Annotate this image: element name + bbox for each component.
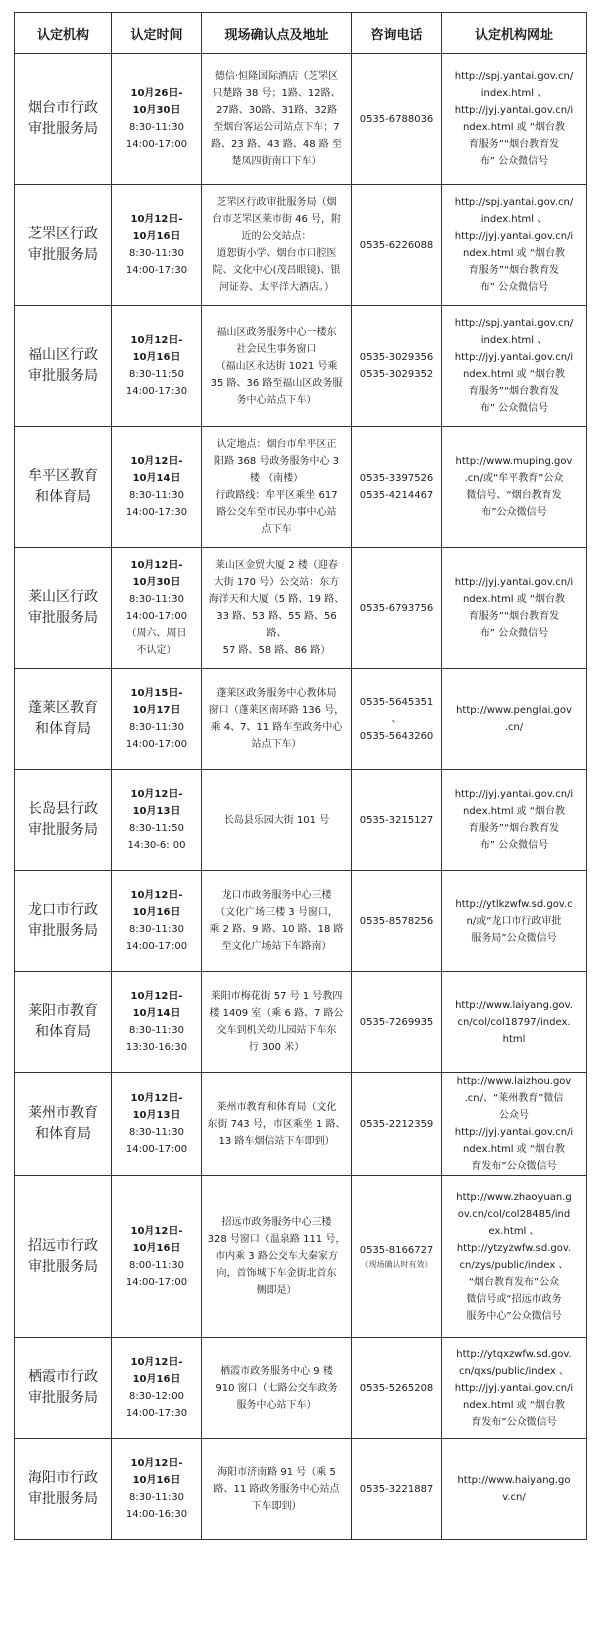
date-range-line: 10月17日: [132, 705, 181, 716]
address-line: 行政路线：牟平区乘坐 617: [215, 490, 338, 501]
org-cell: [15, 1439, 112, 1540]
website-line: http://ytqxzwfw.sd.gov.: [456, 1348, 572, 1360]
website-line: 微信号、“烟台教育发: [466, 490, 562, 501]
office-hours-line: 8:30-11:30: [129, 924, 184, 935]
org-cell: [15, 427, 112, 548]
address-line: （文化广场三楼 3 号窗口，: [215, 907, 338, 918]
time-note-line: 不认定）: [136, 645, 177, 656]
phone-cell: [352, 770, 442, 871]
phone-cell: [352, 669, 442, 770]
website-line: http://spj.yantai.gov.cn/: [454, 71, 574, 82]
address-cell: [202, 871, 352, 972]
org-name-line: 和体育局: [35, 1024, 91, 1040]
time-cell: [112, 1338, 202, 1439]
website-line: http://www.laizhou.gov: [456, 1076, 572, 1087]
address-line: 德信·恒隆国际酒店（芝罘区: [214, 71, 339, 82]
address-cell: [202, 1338, 352, 1439]
website-line: ndex.html 或 “烟台教: [462, 248, 566, 259]
address-line: 海洋天和大厦（5 路、19 路、: [208, 594, 345, 605]
org-name-line: 审批服务局: [28, 368, 98, 384]
address-line: 河证券、太平洋大酒店。）: [219, 282, 334, 293]
date-range-line: 10月16日: [132, 1475, 181, 1486]
date-range-line: 10月12日-: [130, 456, 183, 467]
address-line: 13 路车烟信站下车即到）: [218, 1135, 335, 1147]
website-line: 育服务”“烟台教育发: [468, 139, 560, 150]
website-cell: [442, 306, 587, 427]
table-row: [15, 185, 587, 306]
certification-table: [14, 12, 587, 1540]
phone-cell: [352, 548, 442, 669]
address-line: 57 路、58 路、86 路）: [222, 645, 331, 656]
website-line: 服务中心”公众微信号: [466, 1310, 562, 1322]
org-name-line: 烟台市行政: [28, 100, 98, 116]
website-line: ov.cn/col/col28485/ind: [457, 1208, 571, 1220]
office-hours-line: 8:30-11:30: [129, 1127, 184, 1138]
website-line: cn/qxs/public/index 、: [458, 1365, 570, 1377]
org-name-line: 福山区行政: [28, 347, 98, 363]
table-row: [15, 871, 587, 972]
address-line: 乘 4、7、11 路车至政务中心: [210, 722, 343, 733]
phone-number: 0535-5265208: [359, 1382, 434, 1394]
address-line: 窗口（蓬莱区南环路 136 号，: [208, 705, 345, 716]
address-line: 海阳市济南路 91 号（乘 5: [217, 1466, 336, 1478]
org-cell: [15, 972, 112, 1073]
org-name-line: 莱州市教育: [28, 1105, 98, 1121]
address-line: 莱州市教育和体育局（文化: [216, 1101, 337, 1113]
phone-number: 0535-3215127: [359, 814, 434, 826]
org-name-line: 牟平区教育: [28, 468, 98, 484]
address-line: 路、23 路、43 路、48 路 至: [211, 139, 342, 150]
website-line: “烟台教育发布”公众: [468, 1276, 560, 1288]
header-website: 认定机构网址: [442, 13, 587, 54]
table-row: [15, 1176, 587, 1338]
address-line: 道恕街小学、烟台市口腔医: [216, 248, 337, 259]
address-cell: [202, 669, 352, 770]
address-cell: [202, 54, 352, 185]
org-name-line: 审批服务局: [28, 247, 98, 263]
phone-number: 0535-8166727: [359, 1245, 434, 1256]
address-cell: [202, 1439, 352, 1540]
phone-number: 0535-6788036: [359, 113, 434, 125]
date-range-line: 10月16日: [132, 907, 181, 918]
website-cell: [442, 669, 587, 770]
website-line: http://spj.yantai.gov.cn/: [454, 318, 574, 329]
website-line: http://www.zhaoyuan.g: [456, 1191, 572, 1203]
office-hours-line: 8:30-11:30: [129, 1492, 184, 1503]
website-line: n/或“龙口市行政审批: [466, 915, 562, 927]
office-hours-line: 14:00-16:30: [125, 1509, 188, 1520]
date-range-line: 10月12日-: [130, 560, 183, 571]
website-line: 布” 公众微信号: [479, 156, 549, 167]
phone-note: （现场确认时有效）: [360, 1260, 433, 1269]
address-cell: [202, 1073, 352, 1176]
website-line: index.html 、: [480, 214, 548, 225]
website-line: 育服务”“烟台教育发: [468, 823, 560, 834]
website-line: http://www.penglai.gov: [456, 705, 572, 716]
phone-number: 0535-3029356: [359, 352, 434, 363]
date-range-line: 10月30日: [132, 105, 181, 116]
date-range-line: 10月12日-: [130, 335, 183, 346]
website-cell: [442, 548, 587, 669]
website-cell: [442, 185, 587, 306]
org-name-line: 长岛县行政: [28, 801, 98, 817]
table-row: [15, 1439, 587, 1540]
date-range-line: 10月12日-: [130, 1458, 183, 1469]
office-hours-line: 8:30-12:00: [129, 1391, 184, 1402]
website-line: http://ytlkzwfw.sd.gov.c: [455, 898, 573, 910]
phone-number: 0535-3221887: [359, 1483, 434, 1495]
org-name-line: 蓬莱区教育: [28, 700, 98, 716]
address-line: 点下车: [261, 524, 292, 535]
org-name-line: 审批服务局: [28, 610, 98, 626]
address-line: 交车到机关幼儿园站下车东: [216, 1025, 337, 1036]
website-line: .cn/: [504, 722, 524, 733]
website-line: ndex.html 或 “烟台教: [462, 1144, 566, 1155]
address-line: 务中心站点下车）: [236, 394, 317, 406]
org-cell: [15, 871, 112, 972]
website-line: http://ytzyzwfw.sd.gov.: [456, 1242, 572, 1254]
address-line: 服务中心站下车）: [236, 1399, 317, 1411]
address-line: 院、文化中心(茂昌眼镜)、银: [212, 265, 341, 276]
time-cell: [112, 427, 202, 548]
website-cell: [442, 1338, 587, 1439]
website-line: ex.html 、: [488, 1225, 540, 1237]
address-line: 近的公交站点：: [241, 231, 312, 242]
time-cell: [112, 1073, 202, 1176]
address-line: 长岛县乐园大街 101 号: [223, 814, 330, 826]
phone-number: 0535-4214467: [359, 490, 434, 501]
address-line: 328 号窗口（温泉路 111 号，: [207, 1234, 346, 1245]
org-name-line: 莱山区行政: [28, 589, 98, 605]
time-cell: [112, 1439, 202, 1540]
address-line: 行 300 米）: [248, 1042, 305, 1053]
phone-cell: [352, 1073, 442, 1176]
website-line: http://www.haiyang.go: [457, 1475, 571, 1486]
address-line: 站点下车）: [251, 739, 302, 750]
office-hours-line: 14:00-17:00: [125, 139, 188, 150]
address-line: 至文化广场站下车路南）: [221, 941, 332, 952]
office-hours-line: 14:00-17:00: [125, 1276, 188, 1288]
org-name-line: 海阳市行政: [28, 1470, 98, 1486]
office-hours-line: 14:00-17:00: [125, 941, 188, 952]
office-hours-line: 14:00-17:30: [125, 1408, 188, 1419]
office-hours-line: 14:00-17:30: [125, 507, 188, 518]
phone-number: 0535-3029352: [359, 369, 434, 380]
phone-cell: [352, 185, 442, 306]
org-cell: [15, 1338, 112, 1439]
org-name-line: 审批服务局: [28, 121, 98, 137]
website-line: http://jyj.yantai.gov.cn/i: [454, 1382, 574, 1394]
table-row: [15, 1338, 587, 1439]
date-range-line: 10月12日-: [130, 789, 183, 800]
phone-cell: [352, 1176, 442, 1338]
office-hours-line: 14:00-17:30: [125, 386, 188, 397]
website-line: .cn/、“莱州教育”微信: [464, 1093, 564, 1104]
office-hours-line: 8:30-11:30: [129, 248, 184, 259]
phone-number: 0535-5645351 、: [359, 696, 434, 725]
time-note-line: （周六、周日: [126, 628, 187, 639]
address-line: 路公交车至市民办事中心站: [216, 507, 337, 518]
table-row: [15, 1073, 587, 1176]
address-cell: [202, 770, 352, 871]
table-row: [15, 669, 587, 770]
org-cell: [15, 1073, 112, 1176]
website-cell: [442, 1176, 587, 1338]
time-cell: [112, 54, 202, 185]
address-cell: [202, 548, 352, 669]
address-line: 楼 （南楼）: [249, 473, 304, 484]
phone-number: 0535-3397526: [359, 473, 434, 484]
header-phone: 咨询电话: [352, 13, 442, 54]
address-cell: [202, 185, 352, 306]
website-line: 公众号: [499, 1110, 529, 1121]
website-line: http://www.laiyang.gov.: [455, 999, 573, 1011]
org-name-line: 龙口市行政: [28, 902, 98, 918]
office-hours-line: 8:30-11:30: [129, 122, 184, 133]
time-cell: [112, 972, 202, 1073]
website-line: v.cn/: [502, 1492, 526, 1503]
time-cell: [112, 871, 202, 972]
website-line: 布”公众微信号: [481, 507, 547, 518]
address-cell: [202, 306, 352, 427]
address-line: 路、11 路政务服务中心站点: [213, 1483, 340, 1495]
website-line: 育发布”公众微信号: [471, 1416, 557, 1428]
org-name-line: 和体育局: [35, 489, 91, 505]
office-hours-line: 14:00-17:00: [125, 1144, 188, 1155]
date-range-line: 10月16日: [132, 352, 181, 363]
website-cell: [442, 54, 587, 185]
header-time: 认定时间: [112, 13, 202, 54]
address-line: 东街 743 号，市区乘坐 1 路、: [207, 1118, 346, 1130]
website-line: 育服务”“烟台教育发: [468, 611, 560, 622]
address-line: 莱阳市梅花街 57 号 1 号教四: [210, 991, 343, 1002]
date-range-line: 10月16日: [132, 1242, 181, 1254]
address-line: 下车即到）: [251, 1500, 302, 1512]
phone-cell: [352, 972, 442, 1073]
org-name-line: 审批服务局: [28, 822, 98, 838]
website-line: 育发布”公众微信号: [471, 1161, 557, 1172]
address-line: 认定地点：烟台市牟平区正: [216, 439, 337, 450]
website-line: 育服务”“烟台教育发: [468, 265, 560, 276]
date-range-line: 10月12日-: [130, 1093, 183, 1104]
date-range-line: 10月12日-: [130, 890, 183, 901]
address-line: 乘 2 路、9 路、10 路、18 路: [209, 924, 344, 935]
website-cell: [442, 972, 587, 1073]
table-row: [15, 427, 587, 548]
org-cell: [15, 548, 112, 669]
address-line: 楼 1409 室（乘 6 路、7 路公: [209, 1008, 344, 1019]
phone-number: 0535-7269935: [359, 1016, 434, 1028]
website-line: http://spj.yantai.gov.cn/: [454, 197, 574, 208]
org-name-line: 和体育局: [35, 1126, 91, 1142]
table-row: [15, 770, 587, 871]
website-line: index.html 、: [480, 335, 548, 346]
address-line: 侧即是）: [256, 1285, 297, 1296]
website-line: cn/zys/public/index 、: [459, 1259, 569, 1271]
time-cell: [112, 185, 202, 306]
org-name-line: 审批服务局: [28, 1258, 98, 1275]
website-cell: [442, 1073, 587, 1176]
website-line: http://jyj.yantai.gov.cn/i: [454, 1127, 574, 1138]
phone-cell: [352, 1439, 442, 1540]
office-hours-line: 8:30-11:30: [129, 594, 184, 605]
header-address: 现场确认点及地址: [202, 13, 352, 54]
org-name-line: 莱阳市教育: [28, 1003, 98, 1019]
date-range-line: 10月15日-: [130, 688, 183, 699]
date-range-line: 10月13日: [132, 806, 181, 817]
website-line: http://jyj.yantai.gov.cn/i: [454, 577, 574, 588]
address-line: 只楚路 38 号；1路、12路、: [212, 88, 341, 99]
website-line: index.html 、: [480, 88, 548, 99]
address-line: 至烟台客运公司站点下车；7: [213, 122, 340, 133]
website-line: 服务局”公众微信号: [471, 932, 557, 944]
org-name-line: 和体育局: [35, 721, 91, 737]
website-line: 布” 公众微信号: [479, 403, 549, 414]
address-line: 社会民生事务窗口: [236, 343, 317, 355]
phone-cell: [352, 1338, 442, 1439]
org-cell: [15, 306, 112, 427]
website-line: http://jyj.yantai.gov.cn/i: [454, 231, 574, 242]
office-hours-line: 8:30-11:50: [129, 823, 184, 834]
address-cell: [202, 972, 352, 1073]
office-hours-line: 8:30-11:30: [129, 1025, 184, 1036]
address-line: 楚凤四街南口下车）: [231, 156, 322, 167]
org-cell: [15, 185, 112, 306]
website-cell: [442, 427, 587, 548]
org-name-line: 招远市行政: [28, 1237, 98, 1254]
website-line: 育服务”“烟台教育发: [468, 386, 560, 397]
org-cell: [15, 54, 112, 185]
table-header-row: [15, 13, 587, 54]
address-line: 莱山区金贸大厦 2 楼（迎春: [215, 560, 338, 571]
date-range-line: 10月14日: [132, 1008, 181, 1019]
time-cell: [112, 669, 202, 770]
phone-number: 0535-6226088: [359, 239, 434, 251]
website-cell: [442, 871, 587, 972]
date-range-line: 10月26日-: [130, 88, 183, 99]
phone-cell: [352, 871, 442, 972]
website-line: http://www.muping.gov: [455, 456, 573, 467]
table-body: [15, 54, 587, 1540]
address-cell: [202, 427, 352, 548]
website-line: ndex.html 或 “烟台教: [462, 1399, 566, 1411]
website-line: .cn/或“牟平教育”公众: [464, 473, 564, 484]
org-name-line: 审批服务局: [28, 1491, 98, 1507]
time-cell: [112, 548, 202, 669]
org-name-line: 芝罘区行政: [28, 226, 98, 242]
website-line: http://jyj.yantai.gov.cn/i: [454, 352, 574, 363]
org-cell: [15, 669, 112, 770]
website-cell: [442, 1439, 587, 1540]
address-line: 市内乘 3 路公交车大秦家方: [215, 1251, 338, 1262]
org-cell: [15, 770, 112, 871]
office-hours-line: 8:30-11:30: [129, 722, 184, 733]
website-line: ndex.html 或 “烟台教: [462, 369, 566, 380]
website-line: html: [502, 1033, 526, 1045]
org-name-line: 审批服务局: [28, 1390, 98, 1406]
address-line: 33 路、53 路、55 路、56 路、: [216, 611, 337, 639]
header-org: 认定机构: [15, 13, 112, 54]
address-line: 27路、30路、31路、32路: [216, 105, 337, 116]
date-range-line: 10月16日: [132, 1374, 181, 1385]
address-line: 芝罘区行政审批服务局（烟: [216, 197, 337, 208]
website-line: 微信号或“招远市政务: [466, 1293, 562, 1305]
date-range-line: 10月13日: [132, 1110, 181, 1121]
date-range-line: 10月30日: [132, 577, 181, 588]
address-line: 福山区政务服务中心一楼东: [216, 326, 337, 338]
table-row: [15, 972, 587, 1073]
time-cell: [112, 770, 202, 871]
website-line: 布” 公众微信号: [479, 840, 549, 851]
office-hours-line: 8:30-11:30: [129, 490, 184, 501]
address-line: 向，首饰城下车金街北首东: [216, 1268, 337, 1279]
date-range-line: 10月14日: [132, 473, 181, 484]
website-line: cn/col/col18797/index.: [457, 1016, 571, 1028]
office-hours-line: 8:00-11:30: [129, 1259, 184, 1271]
phone-cell: [352, 427, 442, 548]
phone-cell: [352, 54, 442, 185]
website-line: 布” 公众微信号: [479, 628, 549, 639]
website-line: 布” 公众微信号: [479, 282, 549, 293]
website-line: http://jyj.yantai.gov.cn/i: [454, 105, 574, 116]
org-name-line: 栖霞市行政: [28, 1369, 98, 1385]
address-line: 大街 170 号）公交站：东方: [213, 577, 340, 588]
date-range-line: 10月12日-: [130, 991, 183, 1002]
office-hours-line: 14:00-17:30: [125, 265, 188, 276]
time-cell: [112, 1176, 202, 1338]
time-cell: [112, 306, 202, 427]
date-range-line: 10月16日: [132, 231, 181, 242]
table-row: [15, 306, 587, 427]
table-row: [15, 54, 587, 185]
org-name-line: 审批服务局: [28, 923, 98, 939]
phone-number: 0535-2212359: [359, 1118, 434, 1130]
address-cell: [202, 1176, 352, 1338]
address-line: 蓬莱区政务服务中心教体局: [216, 688, 337, 699]
address-line: 台市芝罘区莱市街 46 号，附: [211, 214, 342, 225]
address-line: 35 路、36 路至福山区政务服: [210, 377, 343, 389]
office-hours-line: 14:00-17:00: [125, 739, 188, 750]
address-line: 龙口市政务服务中心三楼: [221, 890, 332, 901]
address-line: 910 窗口（七路公交车政务: [215, 1382, 338, 1394]
phone-number: 0535-6793756: [359, 602, 434, 614]
website-line: ndex.html 或 “烟台教: [462, 122, 566, 133]
website-line: http://jyj.yantai.gov.cn/i: [454, 789, 574, 800]
date-range-line: 10月12日-: [130, 1357, 183, 1368]
website-line: ndex.html 或 “烟台教: [462, 594, 566, 605]
date-range-line: 10月12日-: [130, 1225, 183, 1237]
website-cell: [442, 770, 587, 871]
office-hours-line: 14:30-6: 00: [127, 840, 186, 851]
office-hours-line: 8:30-11:50: [129, 369, 184, 380]
address-line: 招远市政务服务中心三楼: [221, 1217, 332, 1228]
phone-number: 0535-5643260: [359, 730, 434, 742]
date-range-line: 10月12日-: [130, 214, 183, 225]
office-hours-line: 13:30-16:30: [125, 1042, 188, 1053]
phone-cell: [352, 306, 442, 427]
website-line: ndex.html 或 “烟台教: [462, 806, 566, 817]
office-hours-line: 14:00-17:00: [125, 611, 188, 622]
address-line: （福山区永达街 1021 号乘: [215, 360, 338, 372]
org-cell: [15, 1176, 112, 1338]
phone-number: 0535-8578256: [359, 915, 434, 927]
address-line: 栖霞市政务服务中心 9 楼: [220, 1365, 333, 1377]
table-row: [15, 548, 587, 669]
address-line: 阳路 368 号政务服务中心 3: [214, 456, 339, 467]
